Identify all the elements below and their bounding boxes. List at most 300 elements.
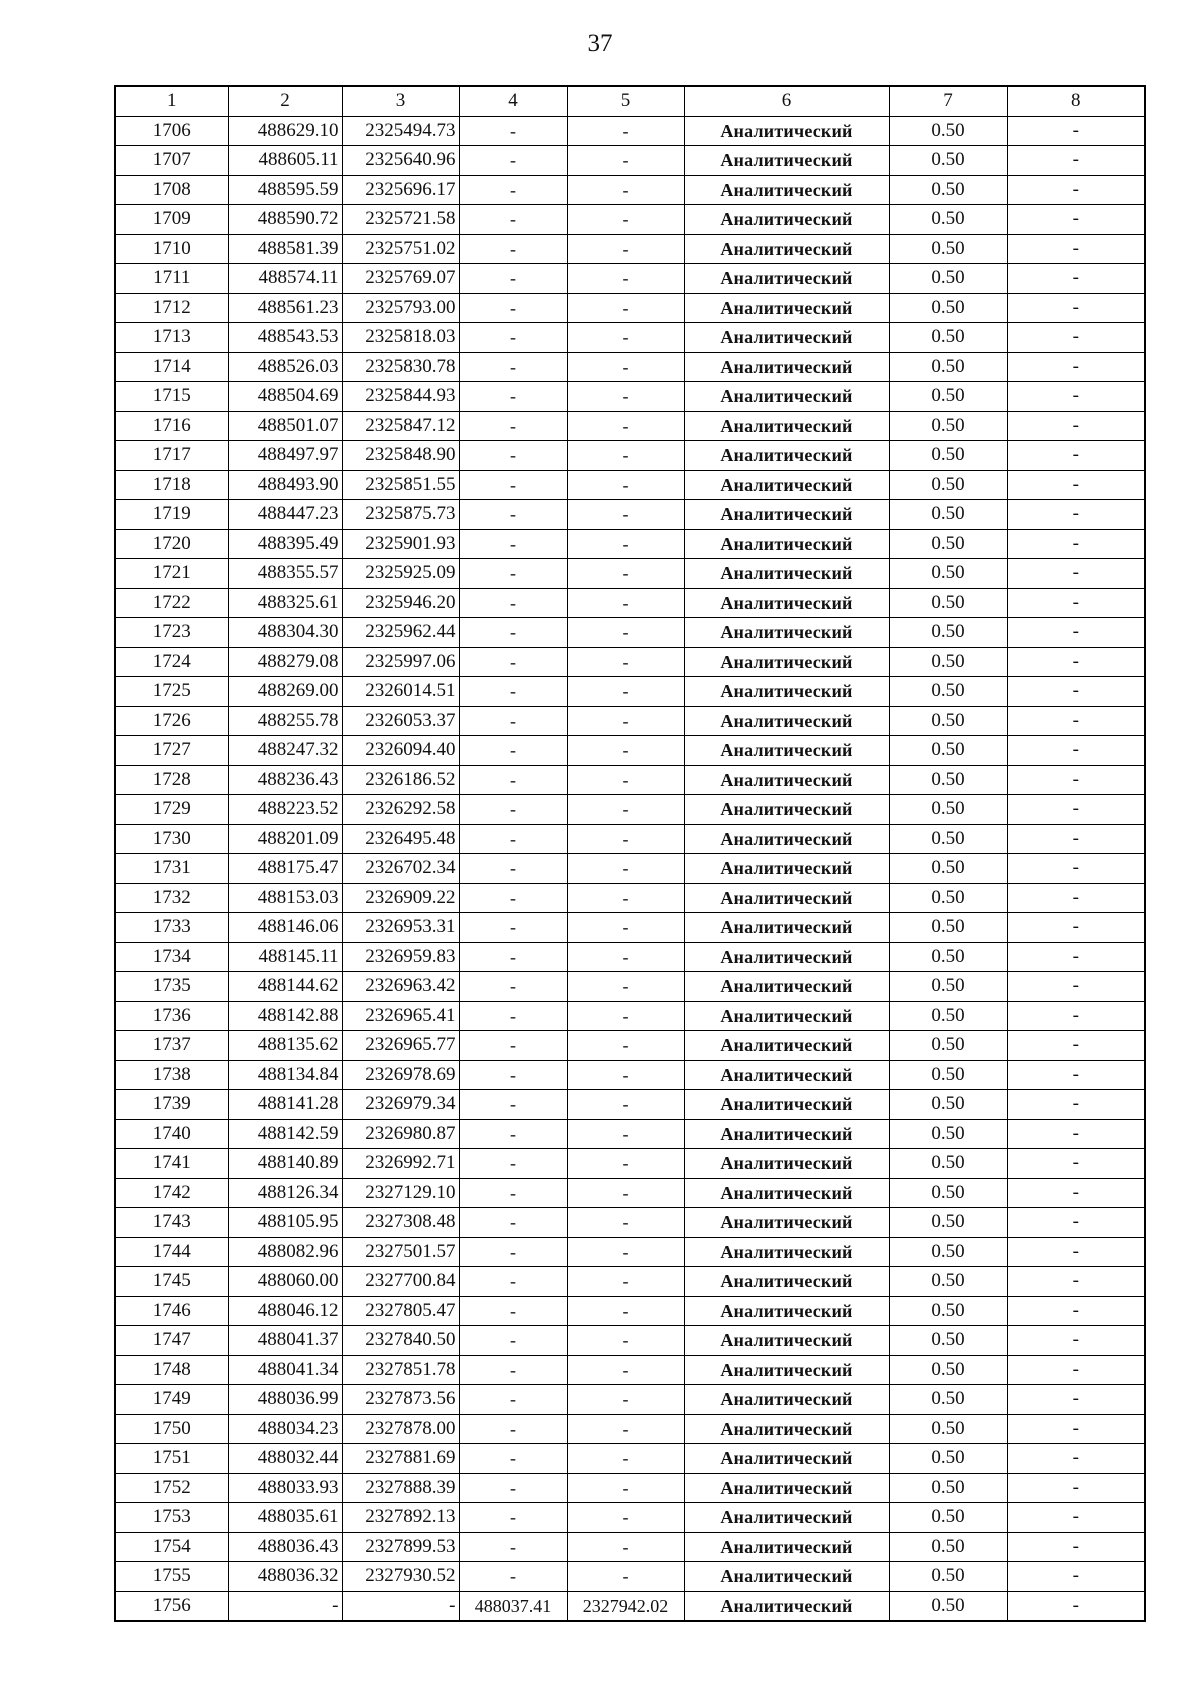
accuracy-cell: 0.50 — [889, 175, 1007, 205]
y-coordinate-cell: 2326980.87 — [342, 1119, 459, 1149]
table-row — [115, 883, 1145, 913]
x-coordinate-cell: 488082.96 — [228, 1237, 342, 1267]
table-row — [115, 559, 1145, 589]
point-number-cell: 1731 — [115, 854, 228, 884]
x-secondary-cell: - — [459, 323, 567, 353]
y-coordinate-cell: 2325696.17 — [342, 175, 459, 205]
x-coordinate-cell: 488033.93 — [228, 1473, 342, 1503]
table-row — [115, 795, 1145, 825]
table-row — [115, 706, 1145, 736]
y-coordinate-cell: 2325830.78 — [342, 352, 459, 382]
x-secondary-cell: - — [459, 1473, 567, 1503]
method-cell: Аналитический — [684, 529, 889, 559]
method-cell: Аналитический — [684, 1031, 889, 1061]
table-row — [115, 1385, 1145, 1415]
accuracy-cell: 0.50 — [889, 1355, 1007, 1385]
table-row — [115, 529, 1145, 559]
header-cell: 4 — [459, 86, 567, 116]
accuracy-cell: 0.50 — [889, 323, 1007, 353]
y-secondary-cell: - — [567, 1208, 684, 1238]
x-coordinate-cell: 488255.78 — [228, 706, 342, 736]
method-cell: Аналитический — [684, 736, 889, 766]
accuracy-cell: 0.50 — [889, 795, 1007, 825]
accuracy-cell: 0.50 — [889, 1444, 1007, 1474]
x-secondary-cell: - — [459, 618, 567, 648]
y-secondary-cell: - — [567, 706, 684, 736]
method-cell: Аналитический — [684, 1591, 889, 1621]
y-coordinate-cell: 2325793.00 — [342, 293, 459, 323]
y-secondary-cell: - — [567, 352, 684, 382]
x-secondary-cell: - — [459, 1090, 567, 1120]
point-number-cell: 1745 — [115, 1267, 228, 1297]
y-secondary-cell: - — [567, 411, 684, 441]
y-coordinate-cell: 2327805.47 — [342, 1296, 459, 1326]
accuracy-cell: 0.50 — [889, 559, 1007, 589]
y-secondary-cell: - — [567, 647, 684, 677]
x-coordinate-cell: 488041.34 — [228, 1355, 342, 1385]
method-cell: Аналитический — [684, 146, 889, 176]
x-coordinate-cell: 488526.03 — [228, 352, 342, 382]
y-coordinate-cell: 2326992.71 — [342, 1149, 459, 1179]
x-secondary-cell: - — [459, 146, 567, 176]
note-cell: - — [1007, 205, 1145, 235]
x-coordinate-cell: 488561.23 — [228, 293, 342, 323]
method-cell: Аналитический — [684, 972, 889, 1002]
table-row — [115, 1090, 1145, 1120]
table-row — [115, 323, 1145, 353]
table-row — [115, 618, 1145, 648]
x-coordinate-cell: 488141.28 — [228, 1090, 342, 1120]
x-secondary-cell: - — [459, 736, 567, 766]
x-coordinate-cell: 488629.10 — [228, 116, 342, 146]
note-cell: - — [1007, 854, 1145, 884]
point-number-cell: 1736 — [115, 1001, 228, 1031]
x-secondary-cell: - — [459, 765, 567, 795]
accuracy-cell: 0.50 — [889, 529, 1007, 559]
table-row — [115, 1237, 1145, 1267]
x-secondary-cell: - — [459, 116, 567, 146]
table-body — [115, 116, 1145, 1621]
x-secondary-cell: - — [459, 411, 567, 441]
point-number-cell: 1715 — [115, 382, 228, 412]
note-cell: - — [1007, 293, 1145, 323]
header-cell: 5 — [567, 86, 684, 116]
y-secondary-cell: - — [567, 913, 684, 943]
note-cell: - — [1007, 1532, 1145, 1562]
y-coordinate-cell: 2325946.20 — [342, 588, 459, 618]
table-row — [115, 1562, 1145, 1592]
y-secondary-cell: - — [567, 1178, 684, 1208]
note-cell: - — [1007, 1208, 1145, 1238]
note-cell: - — [1007, 1503, 1145, 1533]
x-secondary-cell: - — [459, 972, 567, 1002]
table-row — [115, 1208, 1145, 1238]
y-secondary-cell: - — [567, 1119, 684, 1149]
y-coordinate-cell: 2326979.34 — [342, 1090, 459, 1120]
accuracy-cell: 0.50 — [889, 1237, 1007, 1267]
y-coordinate-cell: 2325751.02 — [342, 234, 459, 264]
method-cell: Аналитический — [684, 854, 889, 884]
accuracy-cell: 0.50 — [889, 824, 1007, 854]
accuracy-cell: 0.50 — [889, 382, 1007, 412]
method-cell: Аналитический — [684, 470, 889, 500]
y-secondary-cell: - — [567, 942, 684, 972]
y-coordinate-cell: 2326965.41 — [342, 1001, 459, 1031]
method-cell: Аналитический — [684, 883, 889, 913]
x-secondary-cell: - — [459, 1326, 567, 1356]
method-cell: Аналитический — [684, 1414, 889, 1444]
point-number-cell: 1719 — [115, 500, 228, 530]
method-cell: Аналитический — [684, 706, 889, 736]
point-number-cell: 1716 — [115, 411, 228, 441]
point-number-cell: 1732 — [115, 883, 228, 913]
accuracy-cell: 0.50 — [889, 618, 1007, 648]
method-cell: Аналитический — [684, 205, 889, 235]
note-cell: - — [1007, 411, 1145, 441]
table-row — [115, 1267, 1145, 1297]
y-coordinate-cell: 2325769.07 — [342, 264, 459, 294]
y-coordinate-cell: 2327501.57 — [342, 1237, 459, 1267]
x-coordinate-cell: 488146.06 — [228, 913, 342, 943]
point-number-cell: 1710 — [115, 234, 228, 264]
y-secondary-cell: - — [567, 470, 684, 500]
point-number-cell: 1756 — [115, 1591, 228, 1621]
accuracy-cell: 0.50 — [889, 1149, 1007, 1179]
table-header-row — [115, 86, 1145, 116]
x-secondary-cell: - — [459, 500, 567, 530]
x-secondary-cell: - — [459, 1119, 567, 1149]
point-number-cell: 1744 — [115, 1237, 228, 1267]
table-row — [115, 1060, 1145, 1090]
accuracy-cell: 0.50 — [889, 1267, 1007, 1297]
point-number-cell: 1753 — [115, 1503, 228, 1533]
accuracy-cell: 0.50 — [889, 1296, 1007, 1326]
method-cell: Аналитический — [684, 1473, 889, 1503]
x-secondary-cell: 488037.41 — [459, 1591, 567, 1621]
table-row — [115, 1532, 1145, 1562]
header-cell: 1 — [115, 86, 228, 116]
note-cell: - — [1007, 1031, 1145, 1061]
y-secondary-cell: - — [567, 441, 684, 471]
x-coordinate-cell: 488041.37 — [228, 1326, 342, 1356]
y-coordinate-cell: 2326959.83 — [342, 942, 459, 972]
y-coordinate-cell: 2326053.37 — [342, 706, 459, 736]
note-cell: - — [1007, 1355, 1145, 1385]
method-cell: Аналитический — [684, 1444, 889, 1474]
x-secondary-cell: - — [459, 1532, 567, 1562]
x-coordinate-cell: 488032.44 — [228, 1444, 342, 1474]
x-secondary-cell: - — [459, 1444, 567, 1474]
note-cell: - — [1007, 765, 1145, 795]
method-cell: Аналитический — [684, 1237, 889, 1267]
note-cell: - — [1007, 588, 1145, 618]
y-coordinate-cell: 2327892.13 — [342, 1503, 459, 1533]
method-cell: Аналитический — [684, 618, 889, 648]
method-cell: Аналитический — [684, 1326, 889, 1356]
method-cell: Аналитический — [684, 1090, 889, 1120]
method-cell: Аналитический — [684, 559, 889, 589]
x-coordinate-cell: - — [228, 1591, 342, 1621]
y-secondary-cell: - — [567, 765, 684, 795]
accuracy-cell: 0.50 — [889, 1178, 1007, 1208]
point-number-cell: 1726 — [115, 706, 228, 736]
point-number-cell: 1714 — [115, 352, 228, 382]
point-number-cell: 1733 — [115, 913, 228, 943]
x-coordinate-cell: 488126.34 — [228, 1178, 342, 1208]
x-secondary-cell: - — [459, 824, 567, 854]
note-cell: - — [1007, 500, 1145, 530]
table-row — [115, 441, 1145, 471]
y-coordinate-cell: 2325848.90 — [342, 441, 459, 471]
coordinates-table — [114, 85, 1146, 1622]
point-number-cell: 1707 — [115, 146, 228, 176]
accuracy-cell: 0.50 — [889, 588, 1007, 618]
page-number: 37 — [587, 30, 613, 57]
table-row — [115, 1178, 1145, 1208]
accuracy-cell: 0.50 — [889, 972, 1007, 1002]
method-cell: Аналитический — [684, 352, 889, 382]
note-cell: - — [1007, 883, 1145, 913]
table-row — [115, 1119, 1145, 1149]
y-coordinate-cell: 2327873.56 — [342, 1385, 459, 1415]
accuracy-cell: 0.50 — [889, 1414, 1007, 1444]
x-secondary-cell: - — [459, 677, 567, 707]
y-secondary-cell: - — [567, 736, 684, 766]
note-cell: - — [1007, 382, 1145, 412]
table-row — [115, 942, 1145, 972]
accuracy-cell: 0.50 — [889, 441, 1007, 471]
note-cell: - — [1007, 677, 1145, 707]
y-secondary-cell: - — [567, 795, 684, 825]
method-cell: Аналитический — [684, 1149, 889, 1179]
y-coordinate-cell: 2327840.50 — [342, 1326, 459, 1356]
accuracy-cell: 0.50 — [889, 1326, 1007, 1356]
point-number-cell: 1709 — [115, 205, 228, 235]
note-cell: - — [1007, 234, 1145, 264]
method-cell: Аналитический — [684, 913, 889, 943]
accuracy-cell: 0.50 — [889, 1385, 1007, 1415]
x-secondary-cell: - — [459, 470, 567, 500]
y-secondary-cell: - — [567, 1267, 684, 1297]
header-cell: 6 — [684, 86, 889, 116]
point-number-cell: 1723 — [115, 618, 228, 648]
table-row — [115, 1031, 1145, 1061]
y-secondary-cell: - — [567, 972, 684, 1002]
x-coordinate-cell: 488060.00 — [228, 1267, 342, 1297]
method-cell: Аналитический — [684, 234, 889, 264]
note-cell: - — [1007, 264, 1145, 294]
x-secondary-cell: - — [459, 1178, 567, 1208]
table-row — [115, 824, 1145, 854]
accuracy-cell: 0.50 — [889, 1473, 1007, 1503]
table-row — [115, 1001, 1145, 1031]
x-secondary-cell: - — [459, 559, 567, 589]
x-secondary-cell: - — [459, 175, 567, 205]
y-secondary-cell: - — [567, 382, 684, 412]
x-coordinate-cell: 488304.30 — [228, 618, 342, 648]
y-secondary-cell: - — [567, 854, 684, 884]
x-secondary-cell: - — [459, 795, 567, 825]
accuracy-cell: 0.50 — [889, 1060, 1007, 1090]
point-number-cell: 1734 — [115, 942, 228, 972]
note-cell: - — [1007, 706, 1145, 736]
y-secondary-cell: - — [567, 146, 684, 176]
x-secondary-cell: - — [459, 913, 567, 943]
y-secondary-cell: - — [567, 293, 684, 323]
y-secondary-cell: - — [567, 1473, 684, 1503]
x-coordinate-cell: 488269.00 — [228, 677, 342, 707]
y-coordinate-cell: 2327308.48 — [342, 1208, 459, 1238]
point-number-cell: 1735 — [115, 972, 228, 1002]
table-row — [115, 352, 1145, 382]
y-coordinate-cell: 2327930.52 — [342, 1562, 459, 1592]
x-coordinate-cell: 488034.23 — [228, 1414, 342, 1444]
y-secondary-cell: - — [567, 1355, 684, 1385]
accuracy-cell: 0.50 — [889, 470, 1007, 500]
header-cell: 8 — [1007, 86, 1145, 116]
accuracy-cell: 0.50 — [889, 706, 1007, 736]
table-row — [115, 1591, 1145, 1621]
accuracy-cell: 0.50 — [889, 500, 1007, 530]
y-secondary-cell: - — [567, 618, 684, 648]
x-secondary-cell: - — [459, 1355, 567, 1385]
note-cell: - — [1007, 1562, 1145, 1592]
accuracy-cell: 0.50 — [889, 1031, 1007, 1061]
x-secondary-cell: - — [459, 1208, 567, 1238]
x-secondary-cell: - — [459, 529, 567, 559]
method-cell: Аналитический — [684, 411, 889, 441]
accuracy-cell: 0.50 — [889, 1119, 1007, 1149]
header-cell: 2 — [228, 86, 342, 116]
x-secondary-cell: - — [459, 1237, 567, 1267]
accuracy-cell: 0.50 — [889, 1532, 1007, 1562]
accuracy-cell: 0.50 — [889, 765, 1007, 795]
method-cell: Аналитический — [684, 382, 889, 412]
x-coordinate-cell: 488501.07 — [228, 411, 342, 441]
method-cell: Аналитический — [684, 942, 889, 972]
y-coordinate-cell: 2325901.93 — [342, 529, 459, 559]
method-cell: Аналитический — [684, 500, 889, 530]
y-coordinate-cell: 2325925.09 — [342, 559, 459, 589]
x-coordinate-cell: 488046.12 — [228, 1296, 342, 1326]
accuracy-cell: 0.50 — [889, 677, 1007, 707]
note-cell: - — [1007, 1591, 1145, 1621]
point-number-cell: 1752 — [115, 1473, 228, 1503]
accuracy-cell: 0.50 — [889, 1090, 1007, 1120]
point-number-cell: 1721 — [115, 559, 228, 589]
x-coordinate-cell: 488279.08 — [228, 647, 342, 677]
y-coordinate-cell: 2326953.31 — [342, 913, 459, 943]
point-number-cell: 1730 — [115, 824, 228, 854]
method-cell: Аналитический — [684, 1562, 889, 1592]
table-row — [115, 1444, 1145, 1474]
x-coordinate-cell: 488142.59 — [228, 1119, 342, 1149]
note-cell: - — [1007, 1473, 1145, 1503]
x-coordinate-cell: 488595.59 — [228, 175, 342, 205]
method-cell: Аналитический — [684, 441, 889, 471]
y-coordinate-cell: - — [342, 1591, 459, 1621]
y-secondary-cell: - — [567, 883, 684, 913]
accuracy-cell: 0.50 — [889, 854, 1007, 884]
method-cell: Аналитический — [684, 1119, 889, 1149]
x-coordinate-cell: 488355.57 — [228, 559, 342, 589]
accuracy-cell: 0.50 — [889, 205, 1007, 235]
y-coordinate-cell: 2327881.69 — [342, 1444, 459, 1474]
point-number-cell: 1708 — [115, 175, 228, 205]
method-cell: Аналитический — [684, 1503, 889, 1533]
y-coordinate-cell: 2327878.00 — [342, 1414, 459, 1444]
note-cell: - — [1007, 647, 1145, 677]
y-secondary-cell: 2327942.02 — [567, 1591, 684, 1621]
x-coordinate-cell: 488140.89 — [228, 1149, 342, 1179]
x-coordinate-cell: 488325.61 — [228, 588, 342, 618]
table-row — [115, 116, 1145, 146]
point-number-cell: 1718 — [115, 470, 228, 500]
y-coordinate-cell: 2325875.73 — [342, 500, 459, 530]
note-cell: - — [1007, 736, 1145, 766]
point-number-cell: 1724 — [115, 647, 228, 677]
y-secondary-cell: - — [567, 1326, 684, 1356]
x-secondary-cell: - — [459, 1267, 567, 1297]
table-row — [115, 411, 1145, 441]
method-cell: Аналитический — [684, 1060, 889, 1090]
y-coordinate-cell: 2325494.73 — [342, 116, 459, 146]
note-cell: - — [1007, 942, 1145, 972]
point-number-cell: 1737 — [115, 1031, 228, 1061]
table-row — [115, 736, 1145, 766]
y-coordinate-cell: 2326292.58 — [342, 795, 459, 825]
y-secondary-cell: - — [567, 323, 684, 353]
method-cell: Аналитический — [684, 1296, 889, 1326]
y-secondary-cell: - — [567, 234, 684, 264]
x-coordinate-cell: 488247.32 — [228, 736, 342, 766]
x-secondary-cell: - — [459, 1060, 567, 1090]
point-number-cell: 1750 — [115, 1414, 228, 1444]
method-cell: Аналитический — [684, 264, 889, 294]
method-cell: Аналитический — [684, 824, 889, 854]
x-secondary-cell: - — [459, 1296, 567, 1326]
method-cell: Аналитический — [684, 323, 889, 353]
point-number-cell: 1722 — [115, 588, 228, 618]
x-coordinate-cell: 488447.23 — [228, 500, 342, 530]
table-row — [115, 1503, 1145, 1533]
note-cell: - — [1007, 352, 1145, 382]
y-secondary-cell: - — [567, 1503, 684, 1533]
x-secondary-cell: - — [459, 441, 567, 471]
method-cell: Аналитический — [684, 293, 889, 323]
y-secondary-cell: - — [567, 1385, 684, 1415]
table-row — [115, 1473, 1145, 1503]
x-coordinate-cell: 488142.88 — [228, 1001, 342, 1031]
note-cell: - — [1007, 1119, 1145, 1149]
x-coordinate-cell: 488201.09 — [228, 824, 342, 854]
note-cell: - — [1007, 1178, 1145, 1208]
point-number-cell: 1717 — [115, 441, 228, 471]
y-coordinate-cell: 2326978.69 — [342, 1060, 459, 1090]
method-cell: Аналитический — [684, 116, 889, 146]
x-secondary-cell: - — [459, 1001, 567, 1031]
point-number-cell: 1751 — [115, 1444, 228, 1474]
note-cell: - — [1007, 1090, 1145, 1120]
point-number-cell: 1712 — [115, 293, 228, 323]
table-row — [115, 1326, 1145, 1356]
note-cell: - — [1007, 1237, 1145, 1267]
x-coordinate-cell: 488493.90 — [228, 470, 342, 500]
y-coordinate-cell: 2325844.93 — [342, 382, 459, 412]
table-row — [115, 1296, 1145, 1326]
note-cell: - — [1007, 824, 1145, 854]
accuracy-cell: 0.50 — [889, 411, 1007, 441]
